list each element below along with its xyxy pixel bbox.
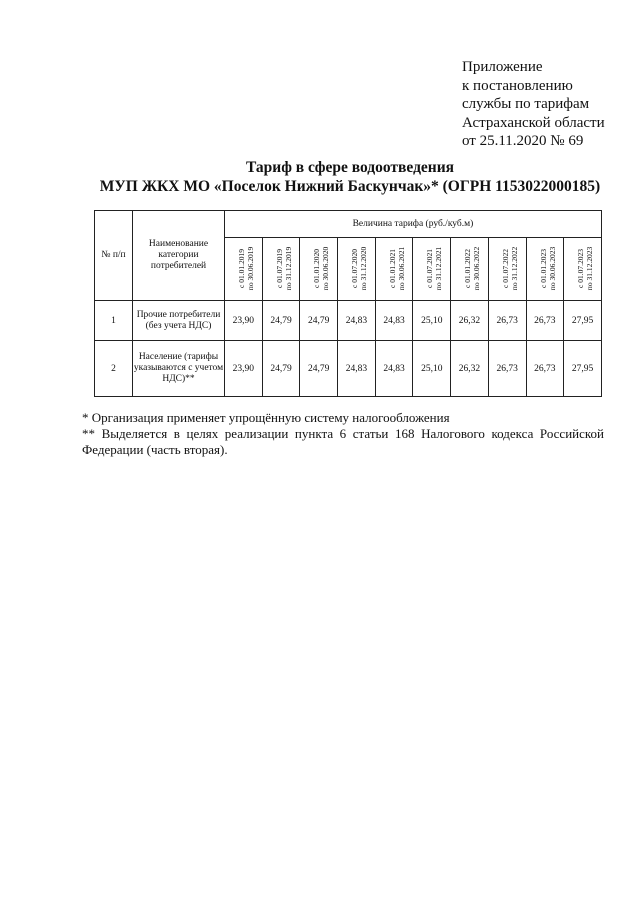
appendix-line: к постановлению xyxy=(462,77,573,94)
tariff-value: 24,83 xyxy=(338,341,376,397)
period-header: с 01.01.2020 по 30.06.2020 xyxy=(300,238,338,301)
tariff-value: 24,83 xyxy=(338,301,376,341)
period-header: с 01.07.2020 по 31.12.2020 xyxy=(338,238,376,301)
tariff-table xyxy=(94,210,602,397)
period-header: с 01.01.2021 по 30.06.2021 xyxy=(375,238,413,301)
tariff-value: 26,73 xyxy=(488,341,526,397)
tariff-value: 26,32 xyxy=(451,341,489,397)
header-number: № п/п xyxy=(95,211,133,301)
header-tariff: Величина тарифа (руб./куб.м) xyxy=(225,211,602,238)
tariff-value: 26,73 xyxy=(526,301,564,341)
footnote-2: ** Выделяется в целях реализации пункта 6 статьи 168 Налогового кодекса Российской Федерации (часть вторая). xyxy=(82,426,604,457)
period-header: с 01.07.2022 по 31.12.2022 xyxy=(488,238,526,301)
tariff-value: 24,83 xyxy=(375,301,413,341)
period-header: с 01.01.2023 по 30.06.2023 xyxy=(526,238,564,301)
table-row xyxy=(95,341,602,397)
tariff-value: 24,79 xyxy=(262,341,300,397)
tariff-value: 23,90 xyxy=(225,301,263,341)
period-header: с 01.07.2019 по 31.12.2019 xyxy=(262,238,300,301)
row-category: Прочие потребители (без учета НДС) xyxy=(133,301,225,341)
footnote-1: * Организация применяет упрощённую систему налогообложения xyxy=(82,410,450,425)
footnotes xyxy=(82,410,604,458)
appendix-line: от 25.11.2020 № 69 xyxy=(462,133,584,149)
title-line-1: Тариф в сфере водоотведения xyxy=(245,159,455,176)
row-category: Население (тарифы указываются с учетом НДС)** xyxy=(133,341,225,397)
period-header: с 01.07.2023 по 31.12.2023 xyxy=(564,238,602,301)
tariff-value: 24,79 xyxy=(262,301,300,341)
tariff-value: 24,79 xyxy=(300,301,338,341)
appendix-line: Приложение xyxy=(462,59,543,75)
appendix-block xyxy=(462,58,605,151)
tariff-value: 25,10 xyxy=(413,301,451,341)
tariff-value: 24,79 xyxy=(300,341,338,397)
tariff-value: 26,32 xyxy=(451,301,489,341)
header-category: Наименование категории потребителей xyxy=(133,211,225,301)
tariff-value: 27,95 xyxy=(564,341,602,397)
period-header: с 01.01.2019 по 30.06.2019 xyxy=(225,238,263,301)
row-number: 1 xyxy=(95,301,133,341)
tariff-value: 26,73 xyxy=(488,301,526,341)
period-header: с 01.07.2021 по 31.12.2021 xyxy=(413,238,451,301)
period-header: с 01.01.2022 по 30.06.2022 xyxy=(451,238,489,301)
document-title xyxy=(60,158,640,196)
row-number: 2 xyxy=(95,341,133,397)
appendix-line: службы по тарифам xyxy=(462,96,590,112)
title-line-2: МУП ЖКХ МО «Поселок Нижний Баскунчак»* (ОГРН 1153022000185) xyxy=(99,178,601,195)
tariff-value: 24,83 xyxy=(375,341,413,397)
tariff-value: 27,95 xyxy=(564,301,602,341)
tariff-value: 23,90 xyxy=(225,341,263,397)
table-row xyxy=(95,301,602,341)
tariff-value: 26,73 xyxy=(526,341,564,397)
tariff-value: 25,10 xyxy=(413,341,451,397)
appendix-line: Астраханской области xyxy=(462,114,605,131)
